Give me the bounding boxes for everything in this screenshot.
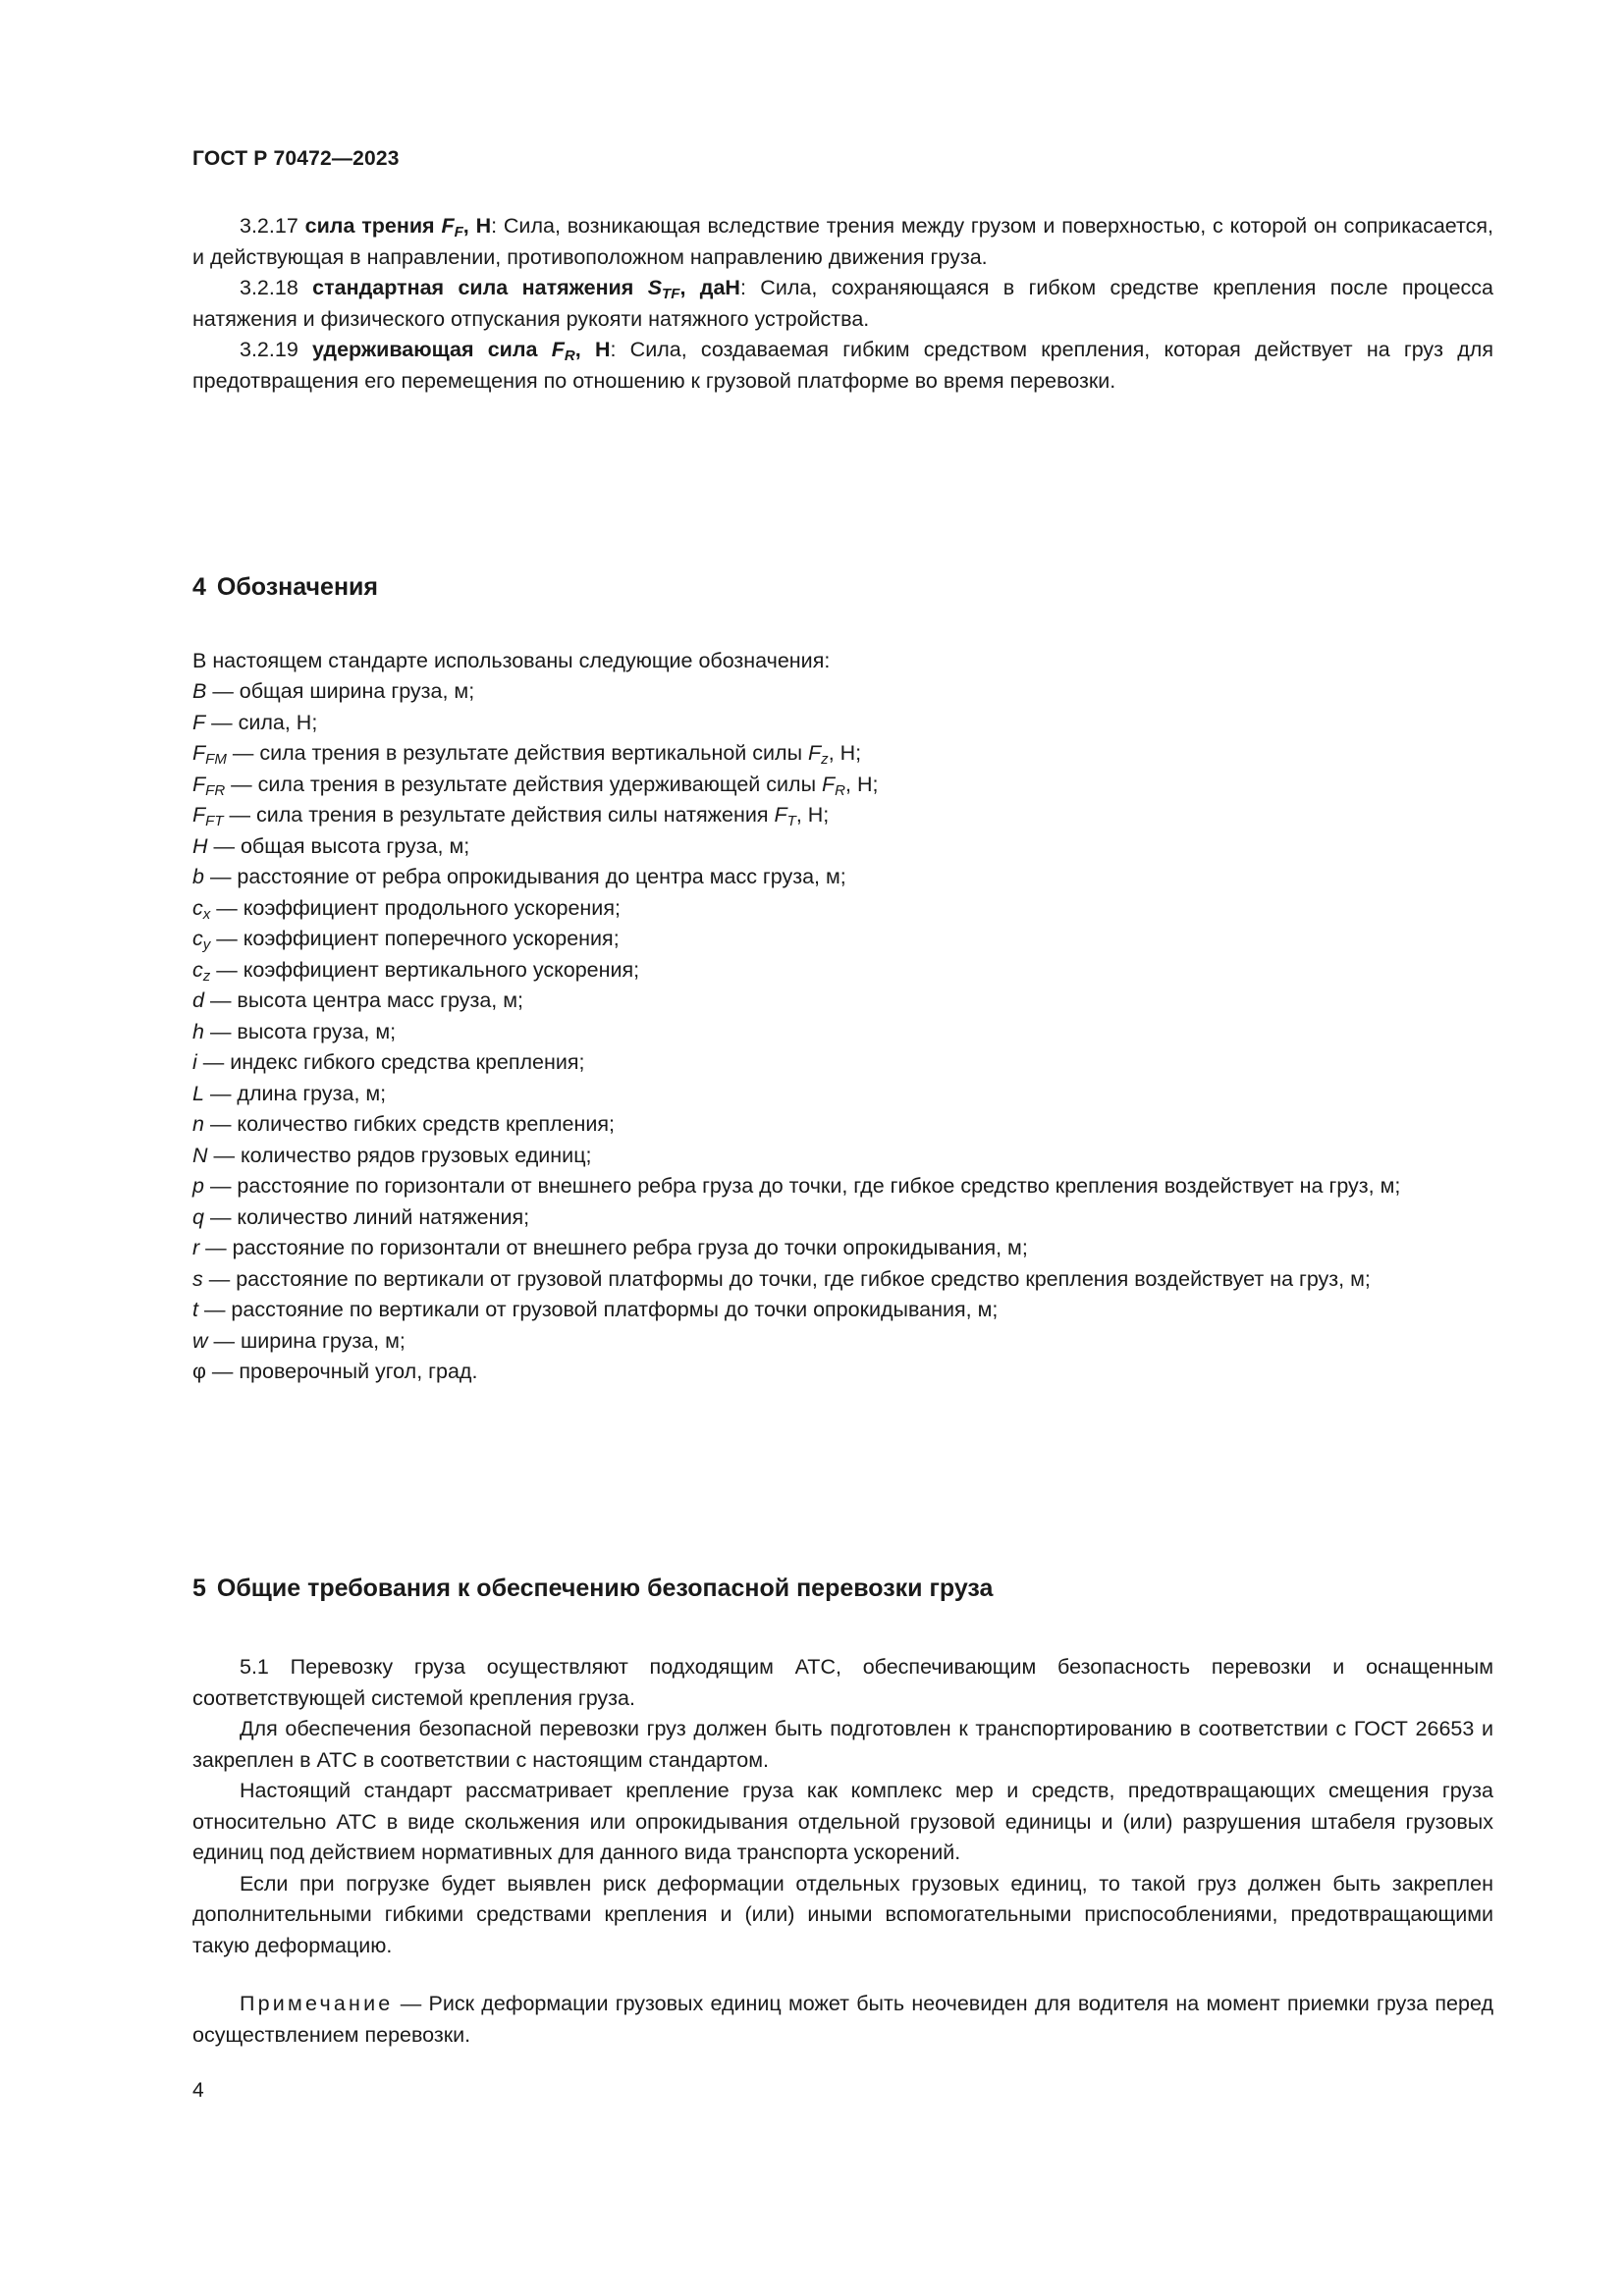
designation-item: [192, 1171, 1493, 1202]
math-subscript: z: [202, 967, 211, 985]
designation-tail-symbol: [808, 741, 829, 769]
definition-text: : Сила, создаваемая гибким средством крепления, которая действует на груз для предотвращения его перемещения по отношению к грузовой платформе во время перевозки.: [192, 338, 1493, 393]
definition-term: удерживающая сила $F_R$, Н: [312, 338, 611, 365]
designation-item: [192, 1079, 1493, 1110]
designation-text: — длина груза, м;: [203, 1081, 387, 1105]
math-symbol: d: [192, 988, 204, 1012]
designation-text: — сила трения в результате действия вертикальной силы: [226, 741, 809, 765]
designation-text: — индекс гибкого средства крепления;: [196, 1050, 585, 1074]
math-symbol: N: [192, 1143, 208, 1167]
designation-item: [192, 955, 1493, 987]
section-5-note: [192, 1989, 1493, 2051]
designation-item: [192, 1202, 1493, 1234]
designation-item: [192, 676, 1493, 708]
designation-symbol: [192, 1020, 204, 1043]
body-paragraph: Настоящий стандарт рассматривает крепление груза как комплекс мер и средств, предотвращающих смещения груза относительно АТС в виде скольжения или опрокидывания отдельной грузовой единицы и (или) разрушения штабеля грузовых единиц под действием нормативных для данного вида транспорта ускорений.: [192, 1779, 1493, 1864]
designation-symbol: [192, 1112, 204, 1136]
designation-text: — коэффициент поперечного ускорения;: [210, 927, 620, 950]
designation-text: — сила трения в результате действия силы натяжения: [223, 803, 775, 827]
designation-text: — высота центра масс груза, м;: [203, 988, 523, 1012]
designation-tail-symbol: [774, 803, 796, 830]
designation-symbol: [192, 865, 204, 888]
definition-text: : Сила, сохраняющаяся в гибком средстве крепления после процесса натяжения и физического отпускания рукояти натяжного устройства.: [192, 276, 1494, 331]
math-symbol: F: [192, 803, 206, 827]
designation-tail-text: , Н;: [795, 803, 830, 827]
designation-text: — количество линий натяжения;: [203, 1204, 530, 1229]
designation-item: [192, 1264, 1493, 1296]
designation-symbol: φ: [192, 1360, 206, 1383]
definition-text: : Сила, возникающая вследствие трения между грузом и поверхностью, с которой он соприкасается, и действующая в направлении, противоположном направлению движения груза.: [192, 214, 1493, 269]
math-symbol: n: [192, 1112, 204, 1136]
designation-item: [192, 800, 1493, 831]
section-4-number: 4: [192, 573, 206, 601]
definition-number: 3.2.19: [240, 338, 312, 361]
math-symbol: i: [192, 1050, 197, 1074]
designation-text: — расстояние от ребра опрокидывания до центра масс груза, м;: [203, 865, 846, 888]
definitions-block: [192, 211, 1493, 397]
math-subscript: F: [454, 224, 463, 241]
designation-tail-text: , Н;: [845, 772, 879, 796]
math-symbol: F: [192, 741, 206, 765]
math-symbol: F: [822, 772, 836, 796]
designation-tail-text: , Н;: [828, 741, 862, 765]
definition-number: 3.2.17: [240, 214, 305, 238]
designation-tail-symbol: [822, 772, 846, 799]
section-5-title: Общие требования к обеспечению безопасной перевозки груза: [216, 1575, 994, 1602]
designation-text: — общая ширина груза, м;: [206, 679, 475, 703]
math-symbol: F: [192, 772, 206, 796]
definition-paragraph: [192, 335, 1493, 397]
section-5-number: 5: [192, 1575, 206, 1602]
designation-item: [192, 893, 1493, 925]
math-symbol: F: [774, 803, 787, 827]
note-paragraph: [192, 1989, 1493, 2051]
designation-text: — общая высота груза, м;: [207, 833, 470, 858]
designation-item: [192, 1233, 1493, 1264]
designation-text: — количество гибких средств крепления;: [203, 1112, 615, 1136]
designation-symbol: [192, 988, 204, 1012]
designation-symbol: [192, 1082, 204, 1105]
math-symbol: F: [551, 338, 565, 361]
designation-symbol: [192, 957, 211, 985]
section-4-title: Обозначения: [216, 573, 379, 601]
running-header: ГОСТ Р 70472—2023: [192, 147, 400, 170]
designation-text: — расстояние по вертикали от грузовой платформы до точки опрокидывания, м;: [197, 1298, 999, 1321]
designation-item: [192, 1141, 1493, 1172]
designation-item: [192, 708, 1493, 739]
designation-text: — сила трения в результате действия удерживающей силы: [225, 772, 822, 796]
math-subscript: FM: [205, 751, 227, 769]
designation-symbol: [192, 834, 208, 858]
definition-term: стандартная сила натяжения $S_{TF}$, даН: [312, 276, 740, 303]
designation-symbol: [192, 772, 226, 799]
math-subscript: y: [202, 936, 211, 954]
designation-item: [192, 986, 1493, 1017]
math-subscript: R: [564, 347, 575, 365]
section-4-intro: [192, 646, 1493, 677]
section-5-heading: [192, 1573, 1493, 1604]
designation-item: [192, 1109, 1493, 1141]
math-symbol: H: [192, 833, 208, 858]
math-symbol: t: [192, 1298, 198, 1321]
designation-symbol: [192, 1205, 204, 1229]
designation-symbol: [192, 1174, 204, 1198]
math-symbol: c: [192, 895, 203, 920]
definition-paragraph: [192, 273, 1493, 335]
designation-item: [192, 1047, 1493, 1079]
math-subscript: T: [786, 813, 796, 830]
designation-symbol: [192, 927, 211, 954]
math-subscript: TF: [662, 286, 680, 303]
designation-symbol: [192, 711, 205, 734]
designation-text: — коэффициент вертикального ускорения;: [210, 957, 640, 982]
designation-text: — сила, Н;: [205, 710, 318, 734]
math-subscript: R: [835, 781, 846, 799]
designation-symbol: [192, 803, 224, 830]
math-symbol: r: [192, 1236, 200, 1259]
definition-number: 3.2.18: [240, 276, 313, 299]
math-symbol: h: [192, 1019, 204, 1043]
math-symbol: q: [192, 1204, 204, 1229]
designation-text: — расстояние по горизонтали от внешнего ребра груза до точки, где гибкое средство крепления воздействует на груз, м;: [203, 1174, 1401, 1198]
math-symbol: w: [192, 1328, 208, 1353]
math-symbol: p: [192, 1174, 204, 1198]
designation-symbol: [192, 679, 206, 703]
note-text: Риск деформации грузовых единиц может быть неочевиден для водителя на момент приемки груза перед осуществлением перевозки.: [192, 1992, 1493, 2047]
note-dash: —: [393, 1992, 429, 2015]
designation-item: [192, 924, 1493, 955]
body-paragraph: Для обеспечения безопасной перевозки груз должен быть подготовлен к транспортированию в соответствии с ГОСТ 26653 и закреплен в АТС в соответствии с настоящим стандартом.: [192, 1717, 1493, 1772]
designation-item: [192, 1326, 1493, 1358]
designation-symbol: [192, 741, 227, 769]
section-5-body: [192, 1652, 1493, 1961]
designation-text: — высота груза, м;: [203, 1019, 397, 1043]
designation-item: [192, 1295, 1493, 1326]
math-subscript: FT: [205, 813, 224, 830]
designation-text: — количество рядов грузовых единиц;: [207, 1143, 592, 1167]
designations-list: [192, 676, 1493, 1388]
designation-item: [192, 738, 1493, 770]
math-symbol: B: [192, 679, 207, 703]
note-label: Примечание: [240, 1992, 394, 2015]
designation-item: [192, 1357, 1493, 1388]
math-symbol: F: [808, 741, 822, 765]
designation-symbol: [192, 1329, 208, 1353]
designation-text: — коэффициент продольного ускорения;: [210, 895, 621, 920]
section-4-heading: [192, 571, 1493, 603]
math-subscript: x: [202, 905, 211, 923]
designation-symbol: [192, 1144, 208, 1167]
designation-item: [192, 831, 1493, 863]
definition-paragraph: [192, 211, 1493, 273]
designation-item: [192, 770, 1493, 801]
math-symbol: b: [192, 865, 204, 888]
definition-term: сила трения $F_F$, Н: [304, 214, 492, 241]
math-symbol: c: [192, 957, 203, 982]
math-symbol: s: [192, 1266, 203, 1291]
designation-text: — расстояние по горизонтали от внешнего ребра груза до точки опрокидывания, м;: [199, 1236, 1028, 1259]
body-paragraph: 5.1 Перевозку груза осуществляют подходящим АТС, обеспечивающим безопасность перевозки и оснащенным соответствующей системой крепления груза.: [192, 1655, 1493, 1710]
designation-text: — расстояние по вертикали от грузовой платформы до точки, где гибкое средство крепления воздействует на груз, м;: [202, 1266, 1371, 1291]
designation-item: [192, 862, 1493, 893]
section-4-intro-text: В настоящем стандарте использованы следующие обозначения:: [192, 649, 831, 672]
math-subscript: z: [821, 751, 829, 769]
designation-text: — проверочный угол, град.: [205, 1360, 478, 1383]
designation-text: — ширина груза, м;: [207, 1328, 406, 1353]
math-symbol: L: [192, 1081, 204, 1105]
body-paragraph: Если при погрузке будет выявлен риск деформации отдельных грузовых единиц, то такой груз должен быть закреплен дополнительными гибкими средствами крепления и (или) иными вспомогательными приспособлениями, предотвращающими такую деформацию.: [192, 1871, 1493, 1957]
designation-symbol: [192, 1267, 203, 1291]
math-symbol: F: [192, 710, 206, 734]
designation-symbol: [192, 895, 211, 923]
math-symbol: S: [647, 276, 663, 299]
math-subscript: FR: [205, 781, 226, 799]
designation-item: [192, 1017, 1493, 1048]
page-number: 4: [192, 2079, 204, 2102]
math-symbol: c: [192, 927, 203, 950]
math-symbol: F: [441, 214, 455, 238]
